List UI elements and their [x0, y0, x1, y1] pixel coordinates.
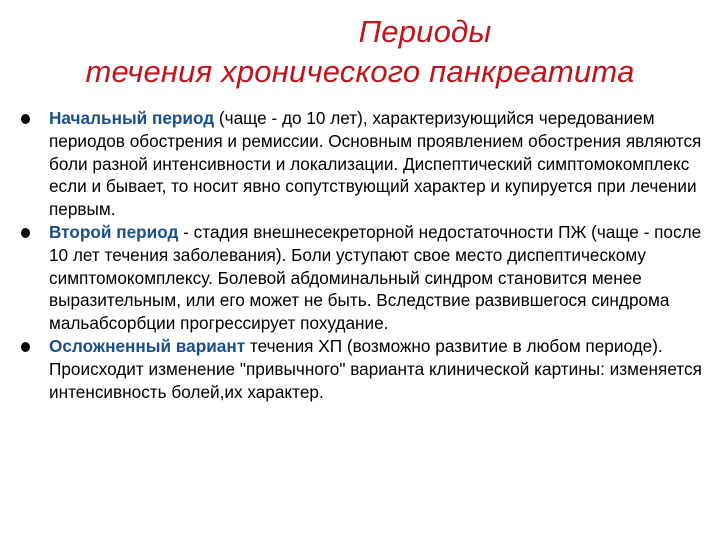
title-line-2: течения хронического панкреатита [85, 54, 635, 89]
bullet-text: (чаще - до 10 лет), характеризующийся чередованием периодов обострения и ремиссии. Основным проявлением обострения являются боли разной интенсивности и локализации. Диспептический симптомокомплекс если и бывает, то носит явно сопутствующий характер и купируется при лечении первым. [49, 108, 702, 220]
bullet-icon [21, 114, 30, 124]
bullet-item-initial-period [20, 107, 710, 221]
title-line-1: Периоды [358, 14, 492, 49]
bullet-item-complicated-variant [20, 335, 710, 403]
bullet-term: Второй период [49, 221, 179, 242]
bullet-text: течения ХП (возможно развитие в любом периоде). Происходит изменение "привычного" варианта клинической картины: изменяется интенсивность болей,их характер. [49, 335, 702, 402]
bullet-text: - стадия внешнесекреторной недостаточности ПЖ (чаще - после 10 лет течения заболевания). Боли уступают свое место диспептическому симптомокомплексу. Болевой абдоминальный синдром становится менее выразительным, или его может не быть. Вследствие развившегося синдрома мальабсорбции прогрессирует похудание. [49, 221, 702, 334]
bullet-term: Начальный период [49, 108, 215, 128]
bullet-icon [21, 342, 30, 352]
bullet-list [20, 107, 710, 403]
bullet-item-second-period [20, 221, 710, 335]
slide-title [0, 12, 720, 92]
bullet-term: Осложненный вариант [49, 335, 246, 356]
bullet-icon [21, 228, 30, 238]
